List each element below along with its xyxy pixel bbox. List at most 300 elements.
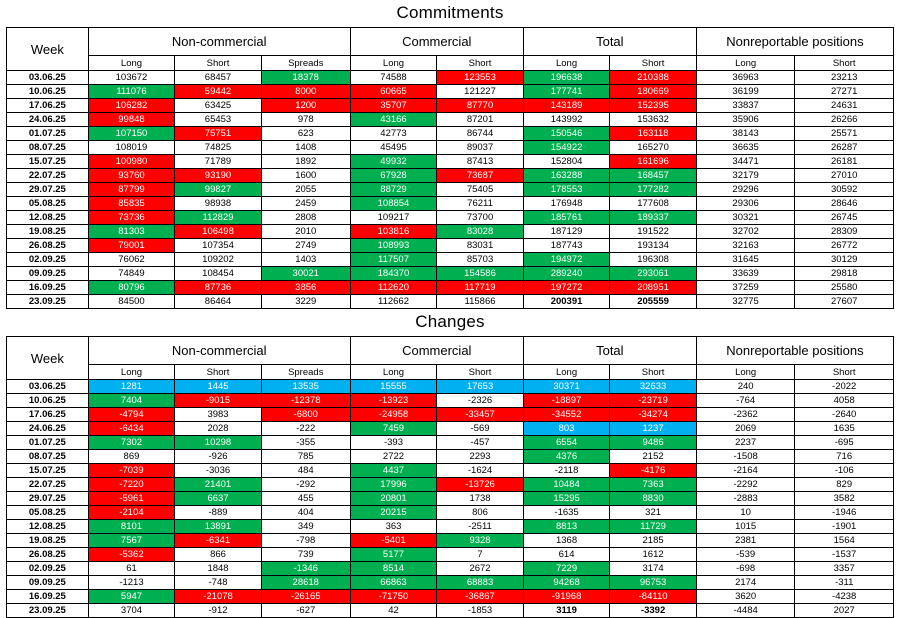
table-row <box>7 267 894 281</box>
cell-value: 196638 <box>523 71 610 85</box>
cell-value: 13891 <box>175 520 262 534</box>
cell-value: 205559 <box>610 295 697 309</box>
cell-value: -21078 <box>175 590 262 604</box>
table-row <box>7 211 894 225</box>
cell-value: 154922 <box>523 141 610 155</box>
table-row <box>7 506 894 520</box>
cell-value: 349 <box>261 520 350 534</box>
cell-value: -6434 <box>88 422 175 436</box>
cell-value: 25580 <box>795 281 894 295</box>
cell-value: 87799 <box>88 183 175 197</box>
cell-value: -4794 <box>88 408 175 422</box>
cell-value: 2749 <box>261 239 350 253</box>
cell-value: 21401 <box>175 478 262 492</box>
cell-value: 2152 <box>610 450 697 464</box>
commitments-table <box>6 27 894 309</box>
cell-value: -34552 <box>523 408 610 422</box>
cell-value: 32775 <box>696 295 795 309</box>
cell-value: 143992 <box>523 113 610 127</box>
cell-value: 1403 <box>261 253 350 267</box>
cell-value: 73700 <box>437 211 524 225</box>
cell-value: -24958 <box>350 408 437 422</box>
cell-value: 74849 <box>88 267 175 281</box>
cell-value: 86744 <box>437 127 524 141</box>
cell-value: 1445 <box>175 380 262 394</box>
cell-value: 35707 <box>350 99 437 113</box>
table-row <box>7 450 894 464</box>
cell-value: 34471 <box>696 155 795 169</box>
cell-value: -627 <box>261 604 350 618</box>
cell-value: 1281 <box>88 380 175 394</box>
row-week: 09.09.25 <box>7 267 89 281</box>
table-row <box>7 562 894 576</box>
table-row <box>7 155 894 169</box>
cell-value: 2381 <box>696 534 795 548</box>
cell-value: 99827 <box>175 183 262 197</box>
cell-value: 28309 <box>795 225 894 239</box>
cell-value: 177741 <box>523 85 610 99</box>
cell-value: -84110 <box>610 590 697 604</box>
cell-value: 3357 <box>795 562 894 576</box>
column-header-week: Week <box>7 337 89 380</box>
table-row <box>7 380 894 394</box>
cell-value: 978 <box>261 113 350 127</box>
cell-value: 8514 <box>350 562 437 576</box>
cell-value: 93190 <box>175 169 262 183</box>
subheader-nonreportable-long: Long <box>696 56 795 71</box>
cell-value: 28618 <box>261 576 350 590</box>
row-week: 10.06.25 <box>7 85 89 99</box>
cell-value: -393 <box>350 436 437 450</box>
group-header-nonreportable: Nonreportable positions <box>696 337 893 365</box>
cell-value: 26772 <box>795 239 894 253</box>
cell-value: 3856 <box>261 281 350 295</box>
cell-value: 289240 <box>523 267 610 281</box>
table-row <box>7 394 894 408</box>
cell-value: 8813 <box>523 520 610 534</box>
cell-value: 85703 <box>437 253 524 267</box>
cell-value: -6800 <box>261 408 350 422</box>
table-row <box>7 85 894 99</box>
cell-value: 96753 <box>610 576 697 590</box>
cell-value: 716 <box>795 450 894 464</box>
cell-value: 153632 <box>610 113 697 127</box>
cell-value: 86464 <box>175 295 262 309</box>
cell-value: 3620 <box>696 590 795 604</box>
group-header-total: Total <box>523 337 696 365</box>
subheader-nonreportable-short: Short <box>795 56 894 71</box>
cell-value: 103816 <box>350 225 437 239</box>
row-week: 15.07.25 <box>7 464 89 478</box>
row-week: 02.09.25 <box>7 562 89 576</box>
cell-value: 11729 <box>610 520 697 534</box>
cell-value: -4176 <box>610 464 697 478</box>
cell-value: 1408 <box>261 141 350 155</box>
cell-value: 106498 <box>175 225 262 239</box>
cell-value: -569 <box>437 422 524 436</box>
cell-value: 108019 <box>88 141 175 155</box>
table-row <box>7 141 894 155</box>
cell-value: 2672 <box>437 562 524 576</box>
cell-value: -12378 <box>261 394 350 408</box>
table-row <box>7 113 894 127</box>
cell-value: 60665 <box>350 85 437 99</box>
table-row <box>7 71 894 85</box>
table-row <box>7 183 894 197</box>
cell-value: 197272 <box>523 281 610 295</box>
cell-value: 68457 <box>175 71 262 85</box>
cell-value: 112662 <box>350 295 437 309</box>
cell-value: -2118 <box>523 464 610 478</box>
cell-value: 9328 <box>437 534 524 548</box>
cell-value: -1624 <box>437 464 524 478</box>
cell-value: -9015 <box>175 394 262 408</box>
group-header-noncommercial: Non-commercial <box>88 28 350 56</box>
cell-value: 1237 <box>610 422 697 436</box>
cell-value: 18378 <box>261 71 350 85</box>
cell-value: 165270 <box>610 141 697 155</box>
cell-value: 109202 <box>175 253 262 267</box>
cell-value: -34274 <box>610 408 697 422</box>
cell-value: 2293 <box>437 450 524 464</box>
cell-value: -2292 <box>696 478 795 492</box>
cell-value: 115866 <box>437 295 524 309</box>
cell-value: -13726 <box>437 478 524 492</box>
cell-value: 83028 <box>437 225 524 239</box>
cell-value: 7459 <box>350 422 437 436</box>
row-week: 03.06.25 <box>7 380 89 394</box>
cell-value: -539 <box>696 548 795 562</box>
cell-value: 65453 <box>175 113 262 127</box>
cell-value: 33837 <box>696 99 795 113</box>
cell-value: 739 <box>261 548 350 562</box>
cell-value: 176948 <box>523 197 610 211</box>
cell-value: 196308 <box>610 253 697 267</box>
cell-value: 100980 <box>88 155 175 169</box>
row-week: 05.08.25 <box>7 197 89 211</box>
cell-value: 107354 <box>175 239 262 253</box>
cell-value: 68883 <box>437 576 524 590</box>
cell-value: 42773 <box>350 127 437 141</box>
cell-value: 10484 <box>523 478 610 492</box>
row-week: 08.07.25 <box>7 450 89 464</box>
cell-value: -106 <box>795 464 894 478</box>
row-week: 23.09.25 <box>7 295 89 309</box>
cell-value: 184370 <box>350 267 437 281</box>
cell-value: 30592 <box>795 183 894 197</box>
table-row <box>7 422 894 436</box>
cell-value: 42 <box>350 604 437 618</box>
cell-value: 3582 <box>795 492 894 506</box>
row-week: 16.09.25 <box>7 590 89 604</box>
cell-value: -695 <box>795 436 894 450</box>
cell-value: -33457 <box>437 408 524 422</box>
group-header-row <box>7 28 894 56</box>
row-week: 23.09.25 <box>7 604 89 618</box>
sub-header-row <box>7 365 894 380</box>
cell-value: 32702 <box>696 225 795 239</box>
cell-value: 240 <box>696 380 795 394</box>
cell-value: 10298 <box>175 436 262 450</box>
cell-value: -1508 <box>696 450 795 464</box>
cell-value: -1946 <box>795 506 894 520</box>
cell-value: 63425 <box>175 99 262 113</box>
cell-value: 785 <box>261 450 350 464</box>
cell-value: 29296 <box>696 183 795 197</box>
cell-value: 2185 <box>610 534 697 548</box>
cell-value: -18897 <box>523 394 610 408</box>
subheader-noncommercial-short: Short <box>175 365 262 380</box>
cell-value: 484 <box>261 464 350 478</box>
row-week: 03.06.25 <box>7 71 89 85</box>
cell-value: 4437 <box>350 464 437 478</box>
cell-value: 187743 <box>523 239 610 253</box>
subheader-noncommercial-long: Long <box>88 365 175 380</box>
cell-value: -2104 <box>88 506 175 520</box>
cell-value: 866 <box>175 548 262 562</box>
cell-value: 73687 <box>437 169 524 183</box>
section-title-changes: Changes <box>415 312 485 331</box>
group-header-nonreportable: Nonreportable positions <box>696 28 893 56</box>
group-header-commercial: Commercial <box>350 28 523 56</box>
table-row <box>7 408 894 422</box>
subheader-noncommercial-spreads: Spreads <box>261 365 350 380</box>
row-week: 10.06.25 <box>7 394 89 408</box>
cell-value: 121227 <box>437 85 524 99</box>
cell-value: 803 <box>523 422 610 436</box>
cell-value: 829 <box>795 478 894 492</box>
cell-value: 5177 <box>350 548 437 562</box>
cell-value: 7302 <box>88 436 175 450</box>
cell-value: 7363 <box>610 478 697 492</box>
cell-value: 106282 <box>88 99 175 113</box>
cell-value: -71750 <box>350 590 437 604</box>
cell-value: 1848 <box>175 562 262 576</box>
row-week: 02.09.25 <box>7 253 89 267</box>
row-week: 24.06.25 <box>7 422 89 436</box>
table-row <box>7 534 894 548</box>
cell-value: 200391 <box>523 295 610 309</box>
cell-value: 6637 <box>175 492 262 506</box>
cell-value: 87770 <box>437 99 524 113</box>
table-row <box>7 281 894 295</box>
subheader-noncommercial-long: Long <box>88 56 175 71</box>
cell-value: 27271 <box>795 85 894 99</box>
cell-value: 185761 <box>523 211 610 225</box>
cell-value: 1564 <box>795 534 894 548</box>
row-week: 01.07.25 <box>7 436 89 450</box>
row-week: 17.06.25 <box>7 99 89 113</box>
cell-value: 168457 <box>610 169 697 183</box>
cell-value: 208951 <box>610 281 697 295</box>
cell-value: 152804 <box>523 155 610 169</box>
cell-value: 194972 <box>523 253 610 267</box>
cell-value: 85835 <box>88 197 175 211</box>
cell-value: 26181 <box>795 155 894 169</box>
table-row <box>7 127 894 141</box>
row-week: 22.07.25 <box>7 169 89 183</box>
subheader-nonreportable-short: Short <box>795 365 894 380</box>
cell-value: -3036 <box>175 464 262 478</box>
cell-value: -798 <box>261 534 350 548</box>
row-week: 09.09.25 <box>7 576 89 590</box>
cell-value: 123553 <box>437 71 524 85</box>
row-week: 29.07.25 <box>7 183 89 197</box>
cell-value: 191522 <box>610 225 697 239</box>
cell-value: -222 <box>261 422 350 436</box>
subheader-commercial-short: Short <box>437 56 524 71</box>
cell-value: 2174 <box>696 576 795 590</box>
table-row <box>7 253 894 267</box>
cell-value: -1346 <box>261 562 350 576</box>
cell-value: 112829 <box>175 211 262 225</box>
cell-value: 108993 <box>350 239 437 253</box>
changes-table <box>6 336 894 618</box>
subheader-total-long: Long <box>523 365 610 380</box>
cell-value: 3174 <box>610 562 697 576</box>
cell-value: 89037 <box>437 141 524 155</box>
cell-value: 7567 <box>88 534 175 548</box>
cell-value: 71789 <box>175 155 262 169</box>
row-week: 29.07.25 <box>7 492 89 506</box>
table-row <box>7 225 894 239</box>
cell-value: -7220 <box>88 478 175 492</box>
cell-value: 76211 <box>437 197 524 211</box>
cell-value: 404 <box>261 506 350 520</box>
cell-value: 293061 <box>610 267 697 281</box>
sub-header-row <box>7 56 894 71</box>
cell-value: 117507 <box>350 253 437 267</box>
cell-value: 26266 <box>795 113 894 127</box>
table-row <box>7 464 894 478</box>
cell-value: 2459 <box>261 197 350 211</box>
row-week: 17.06.25 <box>7 408 89 422</box>
cell-value: 27607 <box>795 295 894 309</box>
cell-value: -311 <box>795 576 894 590</box>
table-row <box>7 478 894 492</box>
column-header-week: Week <box>7 28 89 71</box>
cell-value: 189337 <box>610 211 697 225</box>
cell-value: -2022 <box>795 380 894 394</box>
cell-value: -2883 <box>696 492 795 506</box>
row-week: 01.07.25 <box>7 127 89 141</box>
cell-value: -3392 <box>610 604 697 618</box>
cell-value: 61 <box>88 562 175 576</box>
cell-value: 76062 <box>88 253 175 267</box>
table-row <box>7 295 894 309</box>
cell-value: 109217 <box>350 211 437 225</box>
cell-value: 321 <box>610 506 697 520</box>
cell-value: 23213 <box>795 71 894 85</box>
cell-value: -5362 <box>88 548 175 562</box>
row-week: 26.08.25 <box>7 239 89 253</box>
subheader-commercial-long: Long <box>350 365 437 380</box>
row-week: 15.07.25 <box>7 155 89 169</box>
cell-value: 84500 <box>88 295 175 309</box>
cell-value: -1537 <box>795 548 894 562</box>
cell-value: -1901 <box>795 520 894 534</box>
cell-value: 117719 <box>437 281 524 295</box>
cell-value: 4376 <box>523 450 610 464</box>
cell-value: 5947 <box>88 590 175 604</box>
cell-value: 161696 <box>610 155 697 169</box>
cell-value: 8101 <box>88 520 175 534</box>
table-head <box>7 28 894 71</box>
cell-value: 178553 <box>523 183 610 197</box>
cell-value: 177282 <box>610 183 697 197</box>
cell-value: 152395 <box>610 99 697 113</box>
changes-body <box>7 380 894 618</box>
cell-value: 1200 <box>261 99 350 113</box>
table-row <box>7 520 894 534</box>
row-week: 19.08.25 <box>7 225 89 239</box>
cell-value: 79001 <box>88 239 175 253</box>
cell-value: -457 <box>437 436 524 450</box>
cell-value: 36635 <box>696 141 795 155</box>
cell-value: 1368 <box>523 534 610 548</box>
section-changes <box>0 309 900 618</box>
cell-value: 2027 <box>795 604 894 618</box>
cell-value: 869 <box>88 450 175 464</box>
cell-value: 87413 <box>437 155 524 169</box>
cell-value: 7404 <box>88 394 175 408</box>
cell-value: 177608 <box>610 197 697 211</box>
cell-value: 81303 <box>88 225 175 239</box>
cell-value: 87736 <box>175 281 262 295</box>
cell-value: -26165 <box>261 590 350 604</box>
cell-value: 83031 <box>437 239 524 253</box>
cell-value: 2069 <box>696 422 795 436</box>
cell-value: -4484 <box>696 604 795 618</box>
cell-value: -4238 <box>795 590 894 604</box>
cell-value: 3119 <box>523 604 610 618</box>
cell-value: 1635 <box>795 422 894 436</box>
subheader-total-short: Short <box>610 365 697 380</box>
cell-value: 363 <box>350 520 437 534</box>
cell-value: -1635 <box>523 506 610 520</box>
cell-value: 17653 <box>437 380 524 394</box>
row-week: 05.08.25 <box>7 506 89 520</box>
cell-value: 20801 <box>350 492 437 506</box>
cell-value: -91968 <box>523 590 610 604</box>
subheader-commercial-long: Long <box>350 56 437 71</box>
cell-value: -2511 <box>437 520 524 534</box>
cell-value: 8000 <box>261 85 350 99</box>
subheader-nonreportable-long: Long <box>696 365 795 380</box>
cell-value: 2237 <box>696 436 795 450</box>
cell-value: 10 <box>696 506 795 520</box>
cell-value: -23719 <box>610 394 697 408</box>
cell-value: 29818 <box>795 267 894 281</box>
row-week: 19.08.25 <box>7 534 89 548</box>
cell-value: 37259 <box>696 281 795 295</box>
table-row <box>7 576 894 590</box>
cell-value: 15555 <box>350 380 437 394</box>
cell-value: 87201 <box>437 113 524 127</box>
cell-value: 30371 <box>523 380 610 394</box>
cell-value: 187129 <box>523 225 610 239</box>
commitments-body <box>7 71 894 309</box>
cell-value: 2028 <box>175 422 262 436</box>
cell-value: -5401 <box>350 534 437 548</box>
cell-value: -698 <box>696 562 795 576</box>
cell-value: 7229 <box>523 562 610 576</box>
cell-value: -1853 <box>437 604 524 618</box>
cell-value: 75751 <box>175 127 262 141</box>
cell-value: 623 <box>261 127 350 141</box>
row-week: 12.08.25 <box>7 520 89 534</box>
cell-value: 1600 <box>261 169 350 183</box>
